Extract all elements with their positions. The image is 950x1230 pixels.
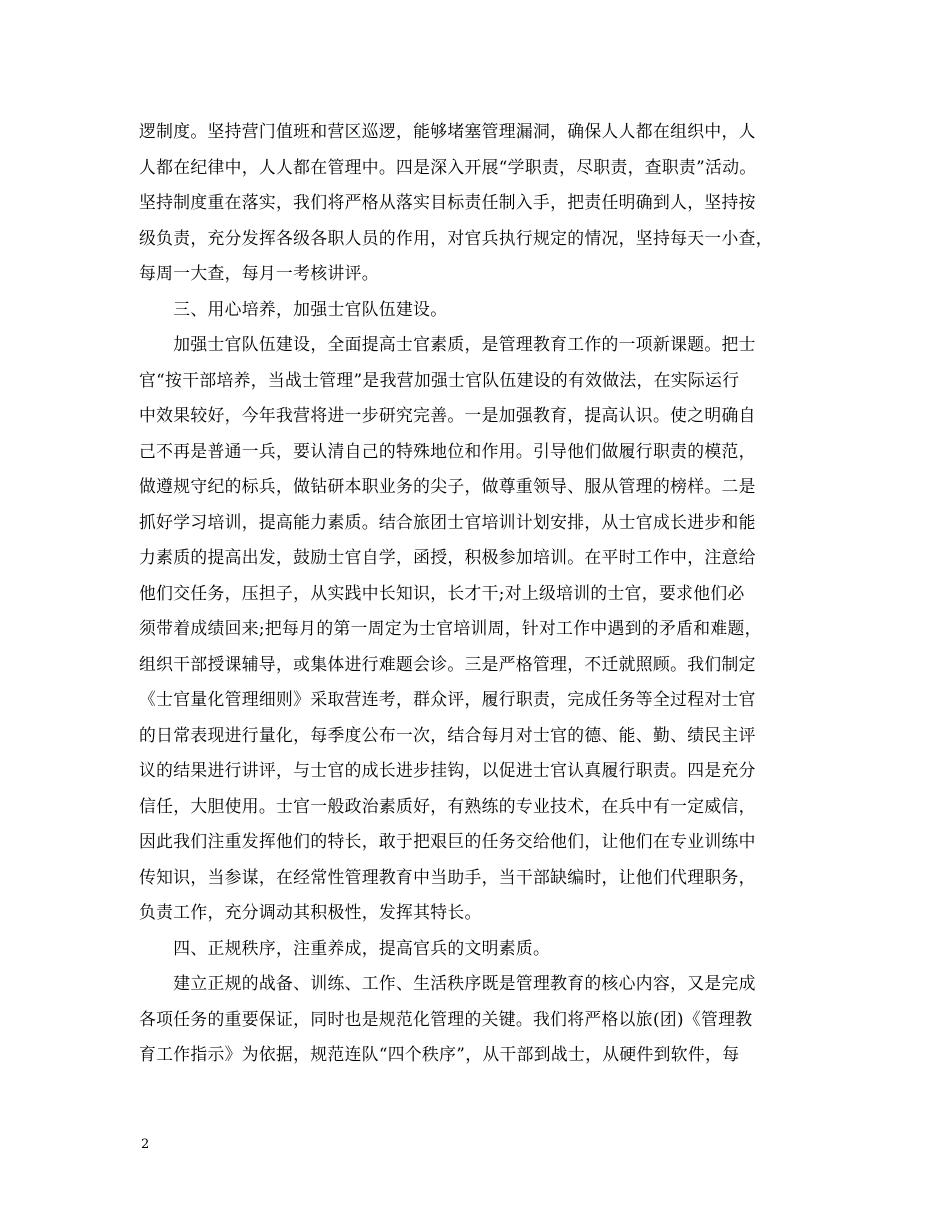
text-line: 加强士官队伍建设，全面提高士官素质，是管理教育工作的一项新课题。把士 — [139, 334, 756, 354]
text-line: 每周一大查，每月一考核讲评。 — [139, 263, 379, 283]
text-line: 级负责，充分发挥各级各职人员的作用，对官兵执行规定的情况，坚持每天一小查， — [139, 227, 773, 248]
section-heading: 四、正规秩序，注重养成，提高官兵的文明素质。 — [139, 937, 551, 958]
text-line: 负责工作，充分调动其积极性，发挥其特长。 — [139, 902, 482, 922]
text-line: 组织干部授课辅导，或集体进行难题会诊。三是严格管理，不迁就照顾。我们制定 — [139, 653, 756, 674]
text-line: 抓好学习培训，提高能力素质。结合旅团士官培训计划安排，从士官成长进步和能 — [139, 511, 756, 532]
text-line: 各项任务的重要保证，同时也是规范化管理的关键。我们将严格以旅(团)《管理教 — [139, 1008, 753, 1029]
text-line: 力素质的提高出发，鼓励士官自学，函授，积极参加培训。在平时工作中，注意给 — [139, 547, 756, 567]
text-line: 《士官量化管理细则》采取营连考，群众评，履行职责，完成任务等全过程对士官 — [139, 689, 756, 709]
page-number: 2 — [141, 1137, 150, 1152]
text-line: 育工作指示》为依据，规范连队“四个秩序”，从干部到战士，从硬件到软件，每 — [139, 1044, 740, 1064]
text-line: 须带着成绩回来;把每月的第一周定为士官培训周，针对工作中遇到的矛盾和难题， — [139, 618, 762, 638]
section-heading: 三、用心培养，加强士官队伍建设。 — [139, 298, 448, 319]
text-line: 做遵规守纪的标兵，做钻研本职业务的尖子，做尊重领导、服从管理的榜样。二是 — [139, 476, 756, 496]
text-line: 官“按干部培养，当战士管理”是我营加强士官队伍建设的有效做法，在实际运行 — [139, 369, 740, 390]
body-text — [139, 114, 819, 1073]
text-line: 己不再是普通一兵，要认清自己的特殊地位和作用。引导他们做履行职责的模范， — [139, 440, 756, 461]
text-line: 传知识，当参谋，在经常性管理教育中当助手，当干部缺编时，让他们代理职务， — [139, 866, 756, 887]
text-line: 坚持制度重在落实，我们将严格从落实目标责任制入手，把责任明确到人，坚持按 — [139, 192, 756, 212]
text-line: 议的结果进行讲评，与士官的成长进步挂钩，以促进士官认真履行职责。四是充分 — [139, 760, 756, 780]
text-line: 他们交任务，压担子，从实践中长知识，长才干;对上级培训的士官，要求他们必 — [139, 582, 745, 603]
text-line: 信任，大胆使用。士官一般政治素质好，有熟练的专业技术，在兵中有一定威信， — [139, 795, 756, 816]
text-line: 人都在纪律中，人人都在管理中。四是深入开展“学职责，尽职责，查职责”活动。 — [139, 156, 757, 177]
text-line: 逻制度。坚持营门值班和营区巡逻，能够堵塞管理漏洞，确保人人都在组织中，人 — [139, 121, 756, 141]
text-line: 因此我们注重发挥他们的特长，敢于把艰巨的任务交给他们，让他们在专业训练中 — [139, 831, 756, 851]
text-line: 建立正规的战备、训练、工作、生活秩序既是管理教育的核心内容，又是完成 — [139, 973, 756, 993]
text-line: 中效果较好，今年我营将进一步研究完善。一是加强教育，提高认识。使之明确自 — [139, 405, 756, 425]
text-line: 的日常表现进行量化，每季度公布一次，结合每月对士官的德、能、勤、绩民主评 — [139, 724, 756, 745]
